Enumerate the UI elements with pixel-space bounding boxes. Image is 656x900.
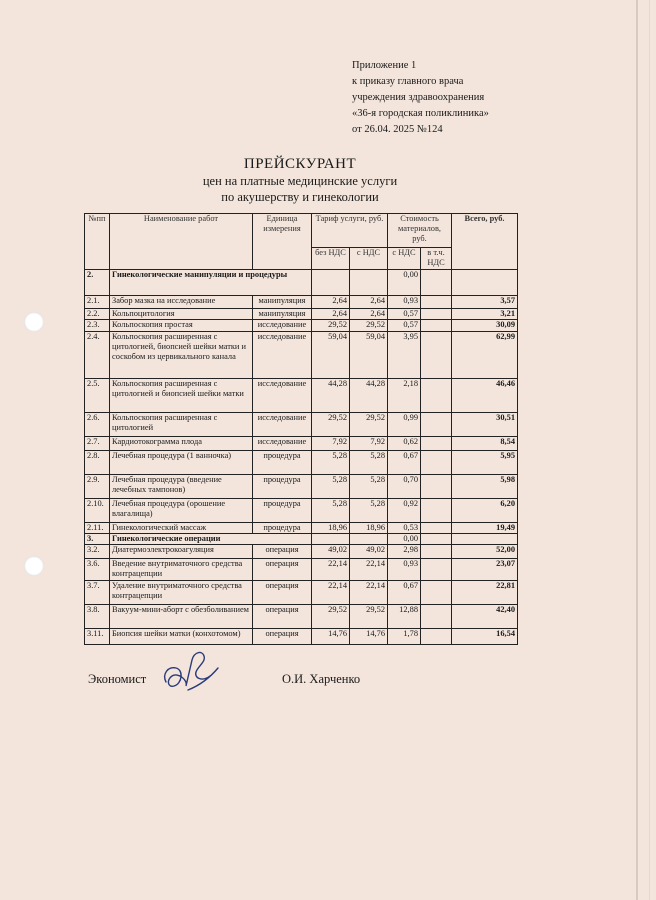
document-subtitle-2: по акушерству и гинекологии [221, 190, 379, 204]
row-no-vat: 2,64 [312, 296, 350, 309]
row-no-vat: 29,52 [312, 413, 350, 437]
section-empty-cell [421, 534, 452, 545]
table-row [85, 413, 518, 437]
approval-line-2: к приказу главного врача [352, 76, 464, 87]
punch-hole-top [24, 312, 44, 332]
section-empty-cell [312, 270, 350, 296]
row-with-vat: 5,28 [350, 451, 388, 475]
row-total: 30,51 [452, 413, 518, 437]
row-no-vat: 5,28 [312, 499, 350, 523]
row-name: Гинекологический массаж [110, 523, 253, 534]
row-materials: 0,57 [388, 309, 421, 320]
row-total: 6,20 [452, 499, 518, 523]
row-unit: исследование [253, 437, 312, 451]
row-materials: 12,88 [388, 605, 421, 629]
section-empty-cell [350, 534, 388, 545]
row-num: 3.8. [85, 605, 110, 629]
header-num: №пп [85, 214, 110, 270]
row-mat-vat [421, 379, 452, 413]
row-mat-vat [421, 475, 452, 499]
row-name: Кардиотокограмма плода [110, 437, 253, 451]
section-empty-cell [452, 270, 518, 296]
row-num: 3.2. [85, 545, 110, 559]
row-num: 2.7. [85, 437, 110, 451]
row-total: 30,09 [452, 320, 518, 332]
document-subtitle-1: цен на платные медицинские услуги [202, 174, 398, 188]
table-row [85, 581, 518, 605]
table-row [85, 379, 518, 413]
row-no-vat: 44,28 [312, 379, 350, 413]
signer-name: О.И. Харченко [282, 672, 361, 686]
row-total: 52,00 [452, 545, 518, 559]
row-total: 42,40 [452, 605, 518, 629]
document-title: ПРЕЙСКУРАНТ [243, 156, 357, 172]
section-materials: 0,00 [388, 270, 421, 296]
row-name: Вакуум-мини-аборт с обезболиванием [110, 605, 253, 629]
table-row [85, 309, 518, 320]
row-with-vat: 29,52 [350, 320, 388, 332]
section-materials: 0,00 [388, 534, 421, 545]
row-no-vat: 14,76 [312, 629, 350, 645]
row-no-vat: 22,14 [312, 559, 350, 581]
row-name: Удаление внутриматочного средства контрацепции [110, 581, 253, 605]
row-num: 3.11. [85, 629, 110, 645]
header-with-vat: с НДС [350, 248, 388, 270]
row-name: Биопсия шейки матки (конхотомом) [110, 629, 253, 645]
row-with-vat: 7,92 [350, 437, 388, 451]
row-mat-vat [421, 499, 452, 523]
page-edge-outer [649, 0, 650, 900]
table-row [85, 545, 518, 559]
row-no-vat: 18,96 [312, 523, 350, 534]
page-edge [636, 0, 638, 900]
row-materials: 3,95 [388, 332, 421, 379]
row-materials: 0,53 [388, 523, 421, 534]
row-mat-vat [421, 581, 452, 605]
row-no-vat: 7,92 [312, 437, 350, 451]
row-num: 3.7. [85, 581, 110, 605]
row-unit: процедура [253, 451, 312, 475]
row-mat-vat [421, 320, 452, 332]
row-num: 2.9. [85, 475, 110, 499]
row-no-vat: 22,14 [312, 581, 350, 605]
row-name: Введение внутриматочного средства контрацепции [110, 559, 253, 581]
row-materials: 0,67 [388, 451, 421, 475]
row-materials: 0,93 [388, 559, 421, 581]
section-name: Гинекологические операции [110, 534, 312, 545]
row-num: 2.8. [85, 451, 110, 475]
row-name: Лечебная процедура (введение лечебных тампонов) [110, 475, 253, 499]
row-materials: 0,92 [388, 499, 421, 523]
row-mat-vat [421, 437, 452, 451]
row-name: Кольпоскопия расширенная с цитологией, биопсией шейки матки и соскобом из цервикального канала [110, 332, 253, 379]
row-num: 3.6. [85, 559, 110, 581]
row-mat-vat [421, 545, 452, 559]
row-num: 2.6. [85, 413, 110, 437]
row-with-vat: 2,64 [350, 296, 388, 309]
row-num: 2.1. [85, 296, 110, 309]
row-num: 2.3. [85, 320, 110, 332]
section-num: 2. [85, 270, 110, 296]
row-materials: 0,57 [388, 320, 421, 332]
header-total: Всего, руб. [452, 214, 518, 270]
row-unit: исследование [253, 332, 312, 379]
row-with-vat: 14,76 [350, 629, 388, 645]
row-materials: 2,18 [388, 379, 421, 413]
row-unit: процедура [253, 523, 312, 534]
table-body [85, 270, 518, 645]
row-unit: операция [253, 545, 312, 559]
handwritten-signature [158, 646, 222, 696]
row-with-vat: 2,64 [350, 309, 388, 320]
row-unit: операция [253, 629, 312, 645]
section-num: 3. [85, 534, 110, 545]
row-unit: процедура [253, 475, 312, 499]
row-name: Кольпоцитология [110, 309, 253, 320]
row-name: Забор мазка на исследование [110, 296, 253, 309]
header-mat-incl-vat: в т.ч. НДС [421, 248, 452, 270]
section-name: Гинекологические манипуляции и процедуры [110, 270, 312, 296]
header-tariff: Тариф услуги, руб. [312, 214, 388, 248]
row-with-vat: 18,96 [350, 523, 388, 534]
row-mat-vat [421, 296, 452, 309]
table-row [85, 332, 518, 379]
row-with-vat: 49,02 [350, 545, 388, 559]
table-row [85, 559, 518, 581]
approval-line-5: от 26.04. 2025 №124 [352, 124, 443, 135]
header-unit: Единица измерения [253, 214, 312, 270]
row-materials: 0,99 [388, 413, 421, 437]
price-table [84, 213, 518, 645]
table-row [85, 475, 518, 499]
row-with-vat: 22,14 [350, 559, 388, 581]
table-row [85, 320, 518, 332]
row-mat-vat [421, 451, 452, 475]
row-mat-vat [421, 309, 452, 320]
row-mat-vat [421, 559, 452, 581]
section-row [85, 534, 518, 545]
row-with-vat: 5,28 [350, 499, 388, 523]
row-name: Кольпоскопия расширенная с цитологией и биопсией шейки матки [110, 379, 253, 413]
row-materials: 0,93 [388, 296, 421, 309]
row-name: Лечебная процедура (1 ванночка) [110, 451, 253, 475]
row-unit: исследование [253, 413, 312, 437]
row-unit: манипуляция [253, 296, 312, 309]
section-empty-cell [350, 270, 388, 296]
row-with-vat: 29,52 [350, 605, 388, 629]
table-row [85, 296, 518, 309]
table-row [85, 437, 518, 451]
row-mat-vat [421, 523, 452, 534]
row-total: 62,99 [452, 332, 518, 379]
row-unit: исследование [253, 320, 312, 332]
section-empty-cell [312, 534, 350, 545]
row-total: 46,46 [452, 379, 518, 413]
table-row [85, 499, 518, 523]
row-no-vat: 2,64 [312, 309, 350, 320]
table-row [85, 451, 518, 475]
row-no-vat: 29,52 [312, 605, 350, 629]
row-unit: процедура [253, 499, 312, 523]
row-no-vat: 59,04 [312, 332, 350, 379]
row-materials: 1,78 [388, 629, 421, 645]
row-num: 2.11. [85, 523, 110, 534]
punch-hole-bottom [24, 556, 44, 576]
row-total: 5,95 [452, 451, 518, 475]
approval-line-1: Приложение 1 [352, 60, 417, 71]
row-with-vat: 5,28 [350, 475, 388, 499]
row-unit: операция [253, 559, 312, 581]
row-num: 2.10. [85, 499, 110, 523]
row-total: 3,21 [452, 309, 518, 320]
approval-line-3: учреждения здравоохранения [352, 92, 485, 103]
row-total: 19,49 [452, 523, 518, 534]
header-mat-with-vat: с НДС [388, 248, 421, 270]
row-mat-vat [421, 413, 452, 437]
row-no-vat: 29,52 [312, 320, 350, 332]
row-num: 2.4. [85, 332, 110, 379]
row-mat-vat [421, 629, 452, 645]
row-with-vat: 29,52 [350, 413, 388, 437]
row-mat-vat [421, 605, 452, 629]
header-name: Наименование работ [110, 214, 253, 270]
row-unit: манипуляция [253, 309, 312, 320]
table-row [85, 629, 518, 645]
approval-line-4: «36-я городская поликлиника» [352, 108, 489, 119]
table-header-row [85, 214, 518, 248]
row-unit: исследование [253, 379, 312, 413]
row-with-vat: 44,28 [350, 379, 388, 413]
row-no-vat: 5,28 [312, 451, 350, 475]
approval-block [352, 58, 489, 138]
row-mat-vat [421, 332, 452, 379]
row-with-vat: 22,14 [350, 581, 388, 605]
section-empty-cell [421, 270, 452, 296]
header-materials: Стоимость материалов, руб. [388, 214, 452, 248]
row-materials: 0,70 [388, 475, 421, 499]
row-total: 5,98 [452, 475, 518, 499]
row-total: 16,54 [452, 629, 518, 645]
row-no-vat: 49,02 [312, 545, 350, 559]
row-unit: операция [253, 605, 312, 629]
section-empty-cell [452, 534, 518, 545]
row-materials: 0,62 [388, 437, 421, 451]
row-total: 22,81 [452, 581, 518, 605]
row-total: 23,07 [452, 559, 518, 581]
row-materials: 2,98 [388, 545, 421, 559]
row-num: 2.5. [85, 379, 110, 413]
row-name: Кольпоскопия простая [110, 320, 253, 332]
row-name: Кольпоскопия расширенная с цитологией [110, 413, 253, 437]
table-row [85, 605, 518, 629]
row-with-vat: 59,04 [350, 332, 388, 379]
signer-position: Экономист [88, 672, 147, 686]
row-materials: 0,67 [388, 581, 421, 605]
row-total: 8,54 [452, 437, 518, 451]
row-num: 2.2. [85, 309, 110, 320]
section-row [85, 270, 518, 296]
table-row [85, 523, 518, 534]
row-unit: операция [253, 581, 312, 605]
row-total: 3,57 [452, 296, 518, 309]
row-name: Диатермоэлектрокоагуляция [110, 545, 253, 559]
header-no-vat: без НДС [312, 248, 350, 270]
row-name: Лечебная процедура (орошение влагалища) [110, 499, 253, 523]
row-no-vat: 5,28 [312, 475, 350, 499]
